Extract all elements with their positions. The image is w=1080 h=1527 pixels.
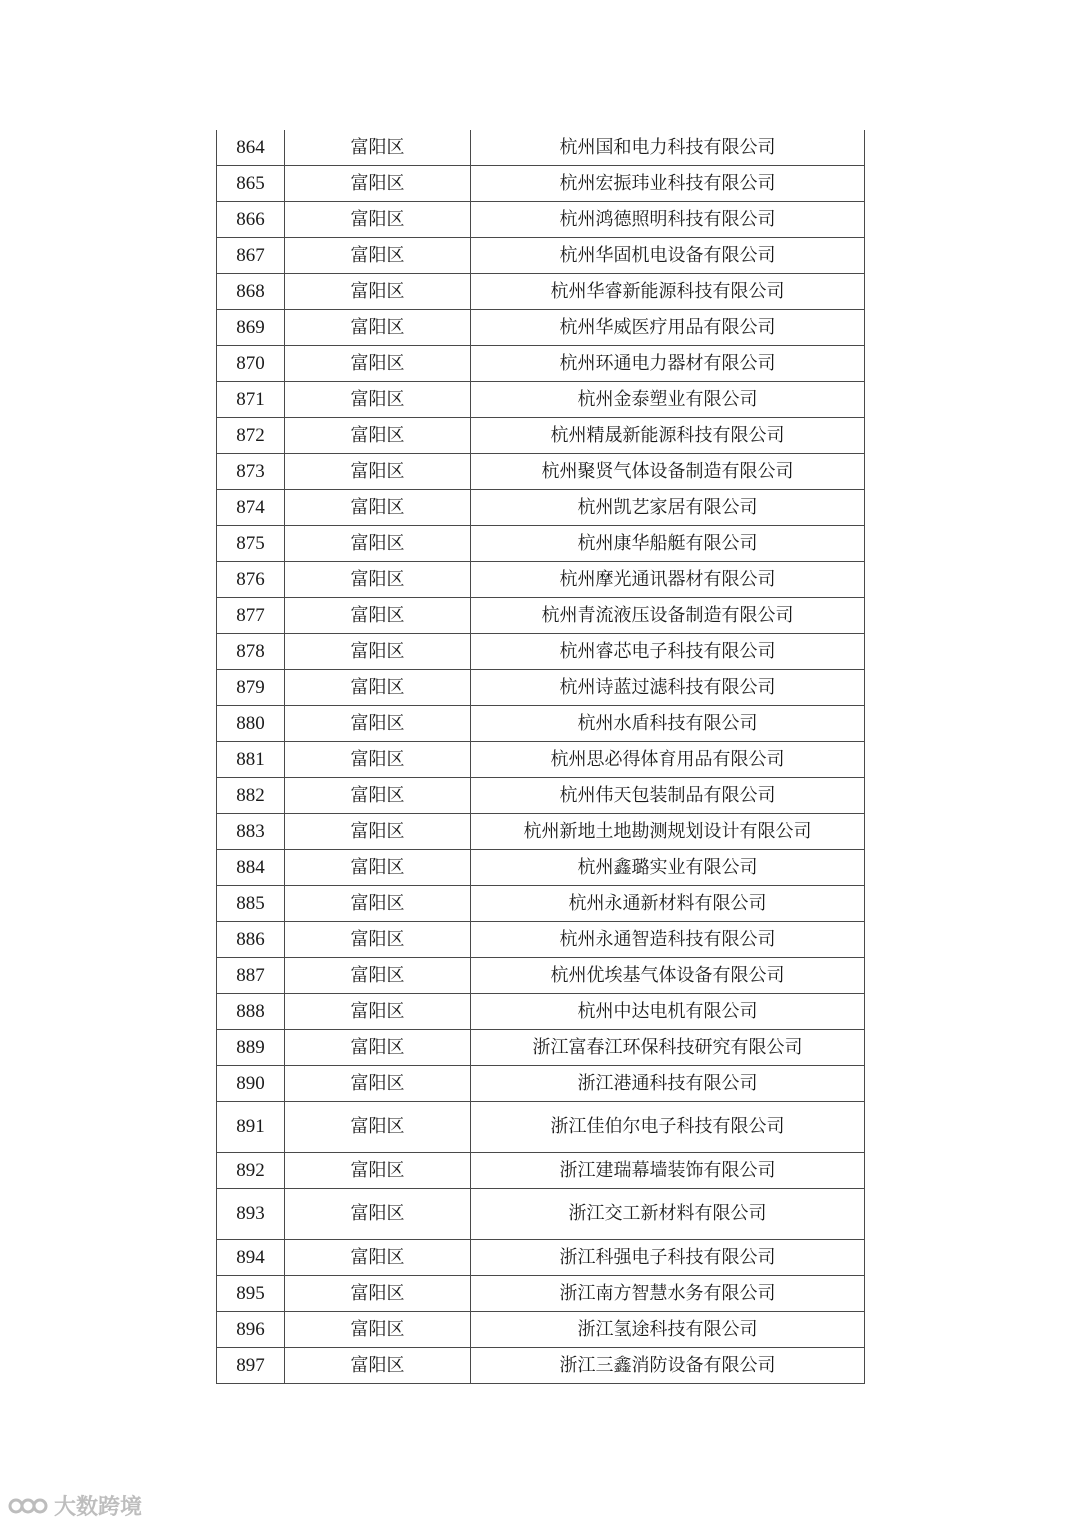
table-row bbox=[217, 1189, 865, 1240]
row-number-cell: 884 bbox=[217, 850, 285, 886]
row-number-cell: 897 bbox=[217, 1348, 285, 1384]
district-cell: 富阳区 bbox=[285, 1189, 471, 1240]
district-cell: 富阳区 bbox=[285, 1312, 471, 1348]
table-row bbox=[217, 454, 865, 490]
company-name-cell: 浙江港通科技有限公司 bbox=[471, 1066, 865, 1102]
table-row bbox=[217, 778, 865, 814]
company-name-cell: 浙江建瑞幕墙装饰有限公司 bbox=[471, 1153, 865, 1189]
company-name-cell: 杭州华固机电设备有限公司 bbox=[471, 238, 865, 274]
district-cell: 富阳区 bbox=[285, 454, 471, 490]
dashuju-logo-icon bbox=[8, 1495, 48, 1517]
row-number-cell: 864 bbox=[217, 130, 285, 166]
company-name-cell: 杭州优埃基气体设备有限公司 bbox=[471, 958, 865, 994]
row-number-cell: 889 bbox=[217, 1030, 285, 1066]
company-name-cell: 杭州精晟新能源科技有限公司 bbox=[471, 418, 865, 454]
district-cell: 富阳区 bbox=[285, 634, 471, 670]
district-cell: 富阳区 bbox=[285, 562, 471, 598]
company-list-table bbox=[216, 130, 865, 1384]
table-row bbox=[217, 1276, 865, 1312]
district-cell: 富阳区 bbox=[285, 346, 471, 382]
district-cell: 富阳区 bbox=[285, 1102, 471, 1153]
table-row bbox=[217, 886, 865, 922]
table-row bbox=[217, 274, 865, 310]
company-list-body bbox=[217, 130, 865, 1384]
district-cell: 富阳区 bbox=[285, 706, 471, 742]
company-name-cell: 杭州中达电机有限公司 bbox=[471, 994, 865, 1030]
table-row bbox=[217, 1348, 865, 1384]
table-row bbox=[217, 1153, 865, 1189]
district-cell: 富阳区 bbox=[285, 490, 471, 526]
company-name-cell: 杭州思必得体育用品有限公司 bbox=[471, 742, 865, 778]
table-row bbox=[217, 238, 865, 274]
row-number-cell: 872 bbox=[217, 418, 285, 454]
table-row bbox=[217, 310, 865, 346]
row-number-cell: 865 bbox=[217, 166, 285, 202]
district-cell: 富阳区 bbox=[285, 850, 471, 886]
table-row bbox=[217, 202, 865, 238]
row-number-cell: 891 bbox=[217, 1102, 285, 1153]
company-name-cell: 杭州摩光通讯器材有限公司 bbox=[471, 562, 865, 598]
table-row bbox=[217, 814, 865, 850]
row-number-cell: 880 bbox=[217, 706, 285, 742]
company-name-cell: 杭州金泰塑业有限公司 bbox=[471, 382, 865, 418]
company-name-cell: 杭州国和电力科技有限公司 bbox=[471, 130, 865, 166]
row-number-cell: 893 bbox=[217, 1189, 285, 1240]
company-name-cell: 浙江氢途科技有限公司 bbox=[471, 1312, 865, 1348]
company-name-cell: 杭州鸿德照明科技有限公司 bbox=[471, 202, 865, 238]
table-row bbox=[217, 1102, 865, 1153]
district-cell: 富阳区 bbox=[285, 310, 471, 346]
table-row bbox=[217, 418, 865, 454]
company-name-cell: 浙江南方智慧水务有限公司 bbox=[471, 1276, 865, 1312]
district-cell: 富阳区 bbox=[285, 526, 471, 562]
row-number-cell: 885 bbox=[217, 886, 285, 922]
district-cell: 富阳区 bbox=[285, 814, 471, 850]
row-number-cell: 881 bbox=[217, 742, 285, 778]
row-number-cell: 895 bbox=[217, 1276, 285, 1312]
district-cell: 富阳区 bbox=[285, 418, 471, 454]
district-cell: 富阳区 bbox=[285, 1348, 471, 1384]
watermark bbox=[8, 1490, 142, 1521]
district-cell: 富阳区 bbox=[285, 742, 471, 778]
row-number-cell: 896 bbox=[217, 1312, 285, 1348]
company-name-cell: 浙江科强电子科技有限公司 bbox=[471, 1240, 865, 1276]
table-row bbox=[217, 850, 865, 886]
company-name-cell: 杭州凯艺家居有限公司 bbox=[471, 490, 865, 526]
district-cell: 富阳区 bbox=[285, 994, 471, 1030]
row-number-cell: 868 bbox=[217, 274, 285, 310]
district-cell: 富阳区 bbox=[285, 958, 471, 994]
company-name-cell: 杭州华威医疗用品有限公司 bbox=[471, 310, 865, 346]
row-number-cell: 883 bbox=[217, 814, 285, 850]
table-row bbox=[217, 1312, 865, 1348]
district-cell: 富阳区 bbox=[285, 598, 471, 634]
row-number-cell: 867 bbox=[217, 238, 285, 274]
table-row bbox=[217, 346, 865, 382]
company-name-cell: 浙江富春江环保科技研究有限公司 bbox=[471, 1030, 865, 1066]
row-number-cell: 878 bbox=[217, 634, 285, 670]
row-number-cell: 888 bbox=[217, 994, 285, 1030]
table-row bbox=[217, 922, 865, 958]
company-name-cell: 杭州伟天包装制品有限公司 bbox=[471, 778, 865, 814]
district-cell: 富阳区 bbox=[285, 202, 471, 238]
company-name-cell: 杭州永通新材料有限公司 bbox=[471, 886, 865, 922]
company-name-cell: 浙江三鑫消防设备有限公司 bbox=[471, 1348, 865, 1384]
row-number-cell: 879 bbox=[217, 670, 285, 706]
company-name-cell: 杭州永通智造科技有限公司 bbox=[471, 922, 865, 958]
table-row bbox=[217, 598, 865, 634]
district-cell: 富阳区 bbox=[285, 1066, 471, 1102]
row-number-cell: 886 bbox=[217, 922, 285, 958]
district-cell: 富阳区 bbox=[285, 886, 471, 922]
district-cell: 富阳区 bbox=[285, 778, 471, 814]
row-number-cell: 873 bbox=[217, 454, 285, 490]
row-number-cell: 870 bbox=[217, 346, 285, 382]
district-cell: 富阳区 bbox=[285, 130, 471, 166]
company-name-cell: 杭州华睿新能源科技有限公司 bbox=[471, 274, 865, 310]
watermark-text: 大数跨境 bbox=[54, 1495, 143, 1520]
row-number-cell: 882 bbox=[217, 778, 285, 814]
district-cell: 富阳区 bbox=[285, 166, 471, 202]
table-row bbox=[217, 1030, 865, 1066]
company-name-cell: 浙江佳伯尔电子科技有限公司 bbox=[471, 1102, 865, 1153]
district-cell: 富阳区 bbox=[285, 670, 471, 706]
company-name-cell: 杭州水盾科技有限公司 bbox=[471, 706, 865, 742]
row-number-cell: 869 bbox=[217, 310, 285, 346]
table-row bbox=[217, 490, 865, 526]
row-number-cell: 874 bbox=[217, 490, 285, 526]
company-name-cell: 杭州康华船艇有限公司 bbox=[471, 526, 865, 562]
row-number-cell: 887 bbox=[217, 958, 285, 994]
district-cell: 富阳区 bbox=[285, 1240, 471, 1276]
row-number-cell: 876 bbox=[217, 562, 285, 598]
row-number-cell: 875 bbox=[217, 526, 285, 562]
table-row bbox=[217, 130, 865, 166]
table-row bbox=[217, 382, 865, 418]
row-number-cell: 871 bbox=[217, 382, 285, 418]
table-row bbox=[217, 706, 865, 742]
company-name-cell: 杭州睿芯电子科技有限公司 bbox=[471, 634, 865, 670]
company-list-table-wrapper bbox=[216, 130, 864, 1384]
row-number-cell: 866 bbox=[217, 202, 285, 238]
district-cell: 富阳区 bbox=[285, 1153, 471, 1189]
district-cell: 富阳区 bbox=[285, 382, 471, 418]
district-cell: 富阳区 bbox=[285, 238, 471, 274]
table-row bbox=[217, 562, 865, 598]
company-name-cell: 杭州诗蓝过滤科技有限公司 bbox=[471, 670, 865, 706]
company-name-cell: 杭州宏振玮业科技有限公司 bbox=[471, 166, 865, 202]
table-row bbox=[217, 166, 865, 202]
company-name-cell: 杭州聚贤气体设备制造有限公司 bbox=[471, 454, 865, 490]
row-number-cell: 877 bbox=[217, 598, 285, 634]
table-row bbox=[217, 1240, 865, 1276]
row-number-cell: 892 bbox=[217, 1153, 285, 1189]
district-cell: 富阳区 bbox=[285, 1276, 471, 1312]
district-cell: 富阳区 bbox=[285, 274, 471, 310]
company-name-cell: 浙江交工新材料有限公司 bbox=[471, 1189, 865, 1240]
table-row bbox=[217, 526, 865, 562]
district-cell: 富阳区 bbox=[285, 922, 471, 958]
company-name-cell: 杭州鑫璐实业有限公司 bbox=[471, 850, 865, 886]
table-row bbox=[217, 670, 865, 706]
company-name-cell: 杭州新地土地勘测规划设计有限公司 bbox=[471, 814, 865, 850]
row-number-cell: 894 bbox=[217, 1240, 285, 1276]
table-row bbox=[217, 994, 865, 1030]
company-name-cell: 杭州青流液压设备制造有限公司 bbox=[471, 598, 865, 634]
table-row bbox=[217, 958, 865, 994]
company-name-cell: 杭州环通电力器材有限公司 bbox=[471, 346, 865, 382]
district-cell: 富阳区 bbox=[285, 1030, 471, 1066]
table-row bbox=[217, 742, 865, 778]
row-number-cell: 890 bbox=[217, 1066, 285, 1102]
table-row bbox=[217, 634, 865, 670]
table-row bbox=[217, 1066, 865, 1102]
